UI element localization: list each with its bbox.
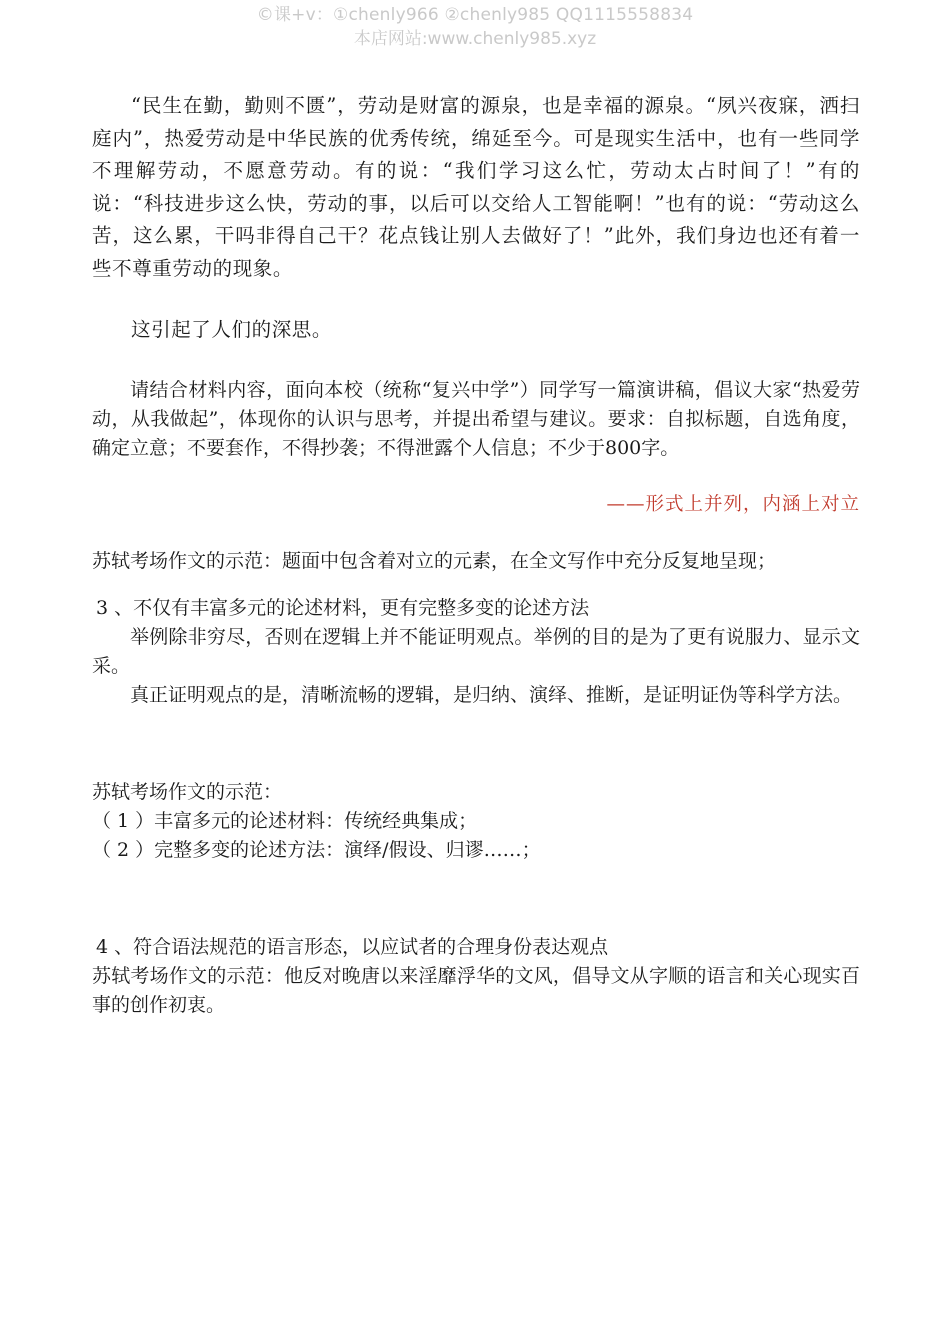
- document-body: [92, 90, 860, 1020]
- section-4-demo: 苏轼考场作文的示范：他反对晚唐以来淫靡浮华的文风，倡导文从字顺的语言和关心现实百事的创作初衷。: [92, 964, 860, 1016]
- material-paragraph-2: 这引起了人们的深思。: [131, 318, 333, 341]
- watermark-contact: ©课+v：①chenly966 ②chenly985 QQ1115558834: [256, 5, 694, 25]
- section-4-heading: 4 、符合语法规范的语言形态，以应试者的合理身份表达观点: [96, 935, 609, 958]
- demo-note-1: 苏轼考场作文的示范：题面中包含着对立的元素，在全文写作中充分反复地呈现；: [92, 549, 777, 572]
- annotation-note: ——形式上并列，内涵上对立: [606, 493, 860, 515]
- prompt-block: [92, 376, 860, 463]
- demo-note-2-item-2: （ 2 ）完整多变的论述方法：演绎/假设、归谬……；: [92, 838, 541, 861]
- watermark-website: 本店网站:www.chenly985.xyz: [353, 29, 597, 49]
- section-3-heading: 3 、不仅有丰富多元的论述材料，更有完整多变的论述方法: [96, 596, 590, 619]
- material-block: [92, 90, 860, 347]
- section-3-paragraph-1: 举例除非穷尽，否则在逻辑上并不能证明观点。举例的目的是为了更有说服力、显示文采。: [92, 625, 860, 677]
- material-paragraph-1: “民生在勤，勤则不匮”，劳动是财富的源泉，也是幸福的源泉。“夙兴夜寐，洒扫庭内”，热爱劳动是中华民族的优秀传统，绵延至今。可是现实生活中，也有一些同学不理解劳动，不愿意劳动。有的说：“我们学习这么忙，劳动太占时间了！”有的说：“科技进步这么快，劳动的事，以后可以交给人工智能啊！”也有的说：“劳动这么苦，这么累，干吗非得自己干？花点钱让别人去做好了！”此外，我们身边也还有着一些不尊重劳动的现象。: [92, 94, 860, 280]
- section-3-paragraph-2: 真正证明观点的是，清晰流畅的逻辑，是归纳、演绎、推断，是证明证伪等科学方法。: [130, 683, 853, 706]
- prompt-paragraph: 请结合材料内容，面向本校（统称“复兴中学”）同学写一篇演讲稿，倡议大家“热爱劳动，从我做起”，体现你的认识与思考，并提出希望与建议。要求：自拟标题，自选角度，确定立意；不要套作，不得抄袭；不得泄露个人信息；不少于800字。: [92, 378, 860, 459]
- demo-note-2-title: 苏轼考场作文的示范：: [92, 780, 283, 803]
- demo-note-2-item-1: （ 1 ）丰富多元的论述材料：传统经典集成；: [92, 809, 478, 832]
